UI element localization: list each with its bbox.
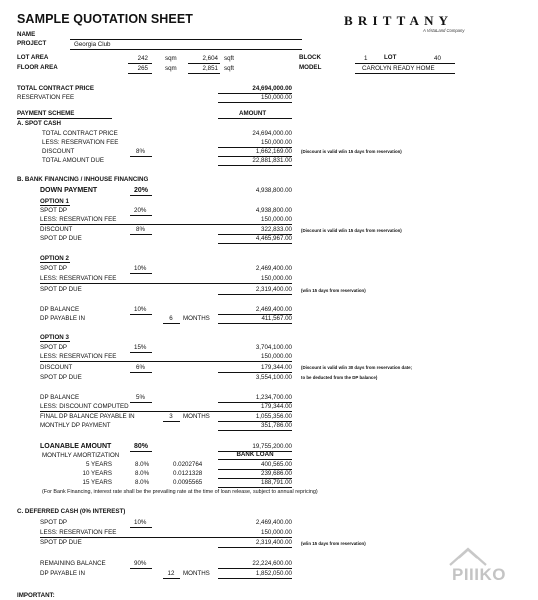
rule [218, 451, 292, 452]
o3-final-months: 3 [169, 413, 173, 420]
floor-area-sqm: 265 [137, 65, 148, 72]
block-label: BLOCK [299, 54, 321, 61]
lot-area-sqm: 242 [137, 55, 148, 62]
payment-scheme-label: PAYMENT SCHEME [17, 110, 75, 117]
sc-row-value: 150,000.00 [261, 139, 292, 146]
o2-due-note: (w/in 15 days from reservation) [301, 288, 366, 293]
rule [218, 459, 292, 460]
rule [218, 323, 292, 324]
rule [130, 234, 152, 235]
block-value: 1 [364, 55, 368, 62]
dc-row-label: SPOT DP DUE [40, 539, 82, 546]
o3-balance-pct: 5% [136, 394, 145, 401]
rule [218, 578, 292, 579]
rule [130, 215, 152, 216]
term-value: 239,686.00 [261, 470, 292, 477]
o3-less-label: LESS: DISCOUNT COMPUTED [40, 403, 129, 410]
brand-subtitle: A VistaLand Company [423, 28, 465, 33]
sc-row-label: TOTAL CONTRACT PRICE [42, 130, 118, 137]
tcp-value: 24,694,000.00 [252, 85, 292, 92]
bank-footnote: (For Bank Financing, interest rate shall be the prevailing rate at the time of loan release, subject to annual repricing) [42, 489, 318, 495]
term-years: 10 YEARS [82, 470, 112, 477]
dc-row-value: 2,319,400.00 [255, 539, 292, 546]
o3-row-value: 3,704,100.00 [255, 344, 292, 351]
o1-row-label: SPOT DP DUE [40, 235, 82, 242]
dc-payable-label: DP PAYABLE IN [40, 570, 85, 577]
o1-row-value: 322,833.00 [261, 226, 292, 233]
rule [130, 402, 152, 403]
rule [130, 568, 152, 569]
watermark-house-icon [448, 546, 488, 566]
o3-monthly-label: MONTHLY DP PAYMENT [40, 422, 111, 429]
rule [130, 273, 152, 274]
amount-header: AMOUNT [239, 110, 267, 117]
sc-row-pct: 8% [136, 148, 145, 155]
rule [218, 243, 292, 244]
o2-row-pct: 10% [134, 265, 147, 272]
option3-title: OPTION 3 [40, 334, 69, 341]
sc-row-label: DISCOUNT [42, 148, 75, 155]
sheet-title: SAMPLE QUOTATION SHEET [17, 12, 194, 26]
term-value: 188,791.00 [261, 479, 292, 486]
loanable-value: 19,755,200.00 [252, 443, 292, 450]
lot-label: LOT [384, 54, 397, 61]
sc-row-label: LESS: RESERVATION FEE [42, 139, 119, 146]
rule [218, 372, 292, 373]
lot-area-sqft-unit: sqft [224, 55, 234, 62]
o2-balance-value: 2,469,400.00 [255, 306, 292, 313]
brand-logo: BRITTANY [344, 13, 454, 28]
o1-row-pct: 8% [136, 226, 145, 233]
down-payment-pct: 20% [134, 187, 149, 194]
spot-cash-heading: A. SPOT CASH [17, 120, 62, 127]
reservation-underline [218, 102, 292, 103]
rule [218, 165, 292, 166]
o1-row-value: 4,938,800.00 [255, 207, 292, 214]
o1-row-value: 150,000.00 [261, 216, 292, 223]
o3-final-label: FINAL DP BALANCE PAYABLE IN [40, 413, 135, 420]
down-payment-value: 4,938,800.00 [255, 187, 292, 194]
dc-row-label: LESS: RESERVATION FEE [40, 529, 117, 536]
amount-underline [218, 118, 292, 119]
o3-row-pct: 6% [136, 364, 145, 371]
o1-row-label: LESS: RESERVATION FEE [40, 216, 117, 223]
o3-monthly-value: 351,786.00 [261, 422, 292, 429]
o2-months-label: MONTHS [183, 315, 210, 322]
amortization-label: MONTHLY AMORTIZATION [42, 452, 120, 459]
name-underline [70, 39, 302, 40]
rule [163, 421, 180, 422]
dc-payable-value: 1,852,050.00 [255, 570, 292, 577]
term-rate: 8.0% [135, 470, 150, 477]
o1-row-value: 4,465,967.00 [255, 235, 292, 242]
watermark-logo: PIIIKO [452, 565, 507, 584]
project-label: PROJECT [17, 40, 47, 47]
rule [218, 547, 292, 548]
o3-row-pct: 15% [134, 344, 147, 351]
rule [130, 314, 152, 315]
tcp-label: TOTAL CONTRACT PRICE [17, 85, 94, 92]
o1-row-label: DISCOUNT [40, 226, 73, 233]
dc-months-label: MONTHS [183, 570, 210, 577]
rule [40, 283, 292, 284]
o3-less-value: 179,344.00 [261, 403, 292, 410]
down-payment-label: DOWN PAYMENT [40, 187, 98, 194]
model-label: MODEL [299, 64, 322, 71]
o3-discount-note: (Discount is valid w/in 30 days from reservation date; [301, 365, 413, 370]
rule [130, 527, 152, 528]
floor-area-sqft-unit: sqft [224, 65, 234, 72]
rule [130, 352, 152, 353]
o3-months-label: MONTHS [183, 413, 210, 420]
rule [130, 451, 152, 452]
o3-row-label: DISCOUNT [40, 364, 73, 371]
dc-row-value: 2,469,400.00 [255, 519, 292, 526]
lot-area-sqm-unit: sqm [165, 55, 177, 62]
o2-balance-pct: 10% [134, 306, 147, 313]
floor-area-sqm-unit: sqm [165, 65, 177, 72]
o3-row-value: 150,000.00 [261, 353, 292, 360]
o3-row-label: SPOT DP [40, 344, 68, 351]
remaining-balance-pct: 90% [134, 560, 147, 567]
o3-final-value: 1,055,356.00 [255, 413, 292, 420]
o2-row-value: 2,319,400.00 [255, 286, 292, 293]
rule [130, 195, 152, 196]
term-years: 5 YEARS [85, 461, 112, 468]
lot-area-label: LOT AREA [17, 54, 49, 61]
floor-sqft-underline [188, 73, 220, 74]
term-value: 400,565.00 [261, 461, 292, 468]
dc-row-label: SPOT DP [40, 519, 68, 526]
dc-due-note: (w/in 15 days from reservation) [301, 541, 366, 546]
option2-title: OPTION 2 [40, 255, 69, 262]
model-value: CAROLYN READY HOME [362, 65, 435, 72]
o3-row-label: LESS: RESERVATION FEE [40, 353, 117, 360]
rule [40, 411, 292, 412]
dc-row-pct: 10% [134, 519, 147, 526]
o2-row-value: 150,000.00 [261, 275, 292, 282]
deferred-heading: C. DEFERRED CASH (0% INTEREST) [17, 508, 126, 515]
floor-sqm-underline [128, 73, 152, 74]
rule [40, 537, 292, 538]
rule [40, 341, 70, 342]
o2-row-value: 2,469,400.00 [255, 265, 292, 272]
floor-area-label: FLOOR AREA [17, 64, 58, 71]
floor-area-sqft: 2,851 [202, 65, 218, 72]
rule [40, 361, 292, 362]
term-rate: 8.0% [135, 461, 150, 468]
rule [218, 568, 292, 569]
model-underline [355, 73, 455, 74]
loanable-pct: 80% [134, 443, 149, 450]
o1-discount-note: (Discount is valid w/in 15 days from reservation) [301, 228, 402, 233]
rule [40, 224, 292, 225]
sc-row-value: 22,881,831.00 [252, 157, 292, 164]
dc-row-value: 150,000.00 [261, 529, 292, 536]
bank-heading: B. BANK FINANCING / INHOUSE FINANCING [17, 176, 149, 183]
lot-area-sqft: 2,604 [202, 55, 218, 62]
loanable-label: LOANABLE AMOUNT [40, 443, 112, 450]
reservation-label: RESERVATION FEE [17, 94, 75, 101]
scheme-underline [17, 118, 112, 119]
project-underline [70, 49, 302, 50]
rule [163, 578, 180, 579]
rule [218, 314, 292, 315]
remaining-balance-value: 22,224,600.00 [252, 560, 292, 567]
lot-sqm-underline [128, 63, 152, 64]
remaining-balance-label: REMAINING BALANCE [40, 560, 106, 567]
rule [218, 294, 292, 295]
o3-row-label: SPOT DP DUE [40, 374, 82, 381]
o1-row-pct: 20% [134, 207, 147, 214]
rule [40, 205, 70, 206]
o3-balance-value: 1,234,700.00 [255, 394, 292, 401]
lot-value: 40 [434, 55, 441, 62]
project-value: Georgia Club [74, 41, 111, 48]
o2-payable-months: 6 [169, 315, 173, 322]
term-factor: 0.0202764 [173, 461, 203, 468]
sc-row-value: 1,662,169.00 [255, 148, 292, 155]
o2-payable-label: DP PAYABLE IN [40, 315, 85, 322]
block-lot-underline [355, 63, 455, 64]
option1-title: OPTION 1 [40, 198, 69, 205]
o3-balance-label: DP BALANCE [40, 394, 80, 401]
rule [40, 262, 70, 263]
reservation-value: 150,000.00 [261, 94, 292, 101]
dc-payable-months: 12 [167, 570, 175, 577]
o3-due-note: to be deducted from the DP balance) [301, 375, 378, 380]
sc-row-label: TOTAL AMOUNT DUE [42, 157, 104, 164]
sc-discount-note: (Discount is valid w/in 15 days from reservation) [301, 149, 402, 154]
term-years: 15 YEARS [82, 479, 112, 486]
o2-payable-value: 411,567.00 [261, 315, 292, 322]
lot-sqft-underline [188, 63, 220, 64]
term-factor: 0.0095565 [173, 479, 203, 486]
term-factor: 0.0121328 [173, 470, 203, 477]
o2-row-label: SPOT DP [40, 265, 68, 272]
o2-row-label: SPOT DP DUE [40, 286, 82, 293]
rule [130, 372, 152, 373]
rule [163, 323, 180, 324]
o3-row-value: 179,344.00 [261, 364, 292, 371]
rule [218, 430, 292, 431]
bank-loan-header: BANK LOAN [236, 451, 274, 458]
rule [218, 487, 292, 488]
o1-row-label: SPOT DP [40, 207, 68, 214]
important-label: IMPORTANT: [17, 592, 55, 599]
o2-balance-label: DP BALANCE [40, 306, 80, 313]
rule [130, 156, 152, 157]
term-rate: 8.0% [135, 479, 150, 486]
o2-row-label: LESS: RESERVATION FEE [40, 275, 117, 282]
o3-row-value: 3,554,100.00 [255, 374, 292, 381]
name-label: NAME [17, 31, 36, 38]
sc-row-value: 24,694,000.00 [252, 130, 292, 137]
